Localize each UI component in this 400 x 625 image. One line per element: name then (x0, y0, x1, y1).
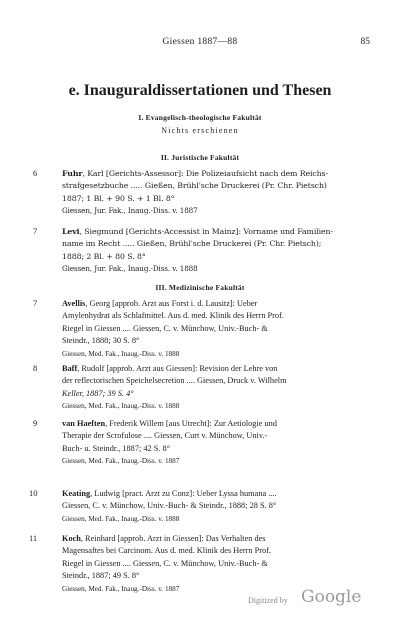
entry-line: Buch- u. Steindr., 1887; 42 S. 8° (62, 443, 170, 453)
entry-line: 1887; 1 Bl. + 90 S. + 1 Bl. 8° (62, 193, 175, 203)
entry-line: Steindr., 1888; 30 S. 8° (62, 336, 140, 346)
entry-number: 7 (33, 226, 38, 236)
author-surname: Baff (62, 364, 78, 373)
author-surname: Koch (62, 534, 81, 543)
author-surname: Keating (62, 489, 91, 498)
entry-text (62, 226, 378, 274)
entry-text (62, 418, 378, 466)
entry-number: 8 (33, 363, 38, 373)
entry-line: Steindr., 1887; 49 S. 8° (62, 571, 140, 581)
entry-text (62, 488, 378, 524)
page-number: 85 (360, 37, 370, 47)
entry-number: 11 (29, 533, 38, 543)
entry-line: der reflectorischen Speichelsecretion .... Giessen, Druck v. Wilhelm (62, 376, 287, 386)
author-surname: Fuhr (62, 169, 83, 178)
entry-number: 7 (33, 298, 38, 308)
entry-line: Amylenhydrat als Schlafmittel. Aus d. med. Klinik des Herrn Prof. (62, 311, 284, 321)
section-title: e. Inauguraldissertationen und Thesen (68, 82, 332, 99)
entry-line-rest: , Reinhard [approb. Arzt in Giessen]: Das Verhalten des (80, 534, 266, 543)
entry-number: 9 (33, 418, 38, 428)
entry-number: 10 (29, 488, 38, 498)
author-surname: van Haeften (62, 419, 106, 428)
entry-text (62, 168, 378, 216)
entry-line (62, 488, 378, 500)
entry-line: Riegel in Giessen .... Giessen, C. v. Münchow, Univ.-Buch- & (62, 323, 268, 333)
entry-line-rest: , Georg [approb. Arzt aus Forst i. d. Lausitz]: Ueber (85, 299, 258, 308)
entry-line (62, 363, 378, 375)
entry-line: name im Recht ..... Gießen, Brühl'sche Druckerei (Pr. Chr. Pietsch); (62, 239, 322, 249)
entry-line: strafgesetzbuche ..... Gießen, Brühl'sche Druckerei (Pr. Chr. Pietsch) (62, 181, 327, 191)
author-surname: Levi (62, 227, 80, 236)
entry-text (62, 533, 378, 594)
entry-line: Keller, 1887; 39 S. 4° (62, 388, 134, 398)
entry-line-rest: , Frederik Willem [aus Utrecht]: Zur Aetiologie und (105, 419, 277, 428)
google-watermark: Google (301, 587, 362, 607)
entry-line-rest: , Rudolf [approb. Arzt aus Giessen]: Revision der Lehre von (77, 364, 278, 373)
author-surname: Avellis (62, 299, 86, 308)
entry-line (62, 418, 378, 430)
entry-text (62, 363, 378, 411)
entry-line: Magensaftes bei Carcinom. Aus d. med. Klinik des Herrn Prof. (62, 546, 271, 556)
faculty-heading-theology: I. Evangelisch-theologische Fakultät (138, 113, 262, 122)
entry-note: Giessen, Med. Fak., Inaug.-Diss. v. 1887 (62, 584, 180, 593)
entry-line-rest: , Karl [Gerichts-Assessor]: Die Polizeiaufsicht nach dem Reichs- (82, 169, 328, 178)
running-title: Giessen 1887—88 (162, 37, 238, 47)
entry-line (62, 226, 378, 238)
nothing-published-note: Nichts erschienen (161, 126, 239, 135)
entry-note: Giessen, Jur. Fak., Inaug.-Diss. v. 1888 (62, 264, 198, 274)
entry-line (62, 168, 378, 180)
entry-line (62, 533, 378, 545)
entry-note: Giessen, Med. Fak., Inaug.-Diss. v. 1887 (62, 457, 180, 466)
entry-line: Giessen, C. v. Münchow, Univ.-Buch- & Steindr., 1888; 28 S. 8° (62, 501, 277, 511)
faculty-heading-medicine: III. Medizinische Fakultät (155, 283, 245, 292)
entry-note: Giessen, Med. Fak., Inaug.-Diss. v. 1888 (62, 514, 180, 523)
faculty-heading-law: II. Juristische Fakultät (160, 153, 240, 162)
entry-text (62, 298, 378, 359)
entry-note: Giessen, Med. Fak., Inaug.-Diss. v. 1888 (62, 349, 180, 358)
running-header (0, 37, 400, 49)
digitized-by-label: Digitized by (248, 596, 288, 605)
entry-line (62, 298, 378, 310)
entry-line-rest: , Siegmund [Gerichts-Accessist in Mainz]: Vorname und Familien- (79, 227, 333, 236)
entry-line-rest: , Ludwig [pract. Arzt zu Conz]: Ueber Lyssa humana .... (90, 489, 277, 498)
entry-number: 6 (33, 168, 38, 178)
entry-line: Therapie der Scrofulose .... Giessen, Curt v. Münchow, Univ.- (62, 431, 268, 441)
entry-note: Giessen, Jur. Fak., Inaug.-Diss. v. 1887 (62, 206, 198, 216)
entry-line: 1888; 2 Bl. + 80 S. 8° (62, 251, 146, 261)
entry-note: Giessen, Med. Fak., Inaug.-Diss. v. 1888 (62, 402, 180, 411)
entry-line: Riegel in Giessen .... Giessen, C. v. Münchow, Univ.-Buch- & (62, 558, 268, 568)
